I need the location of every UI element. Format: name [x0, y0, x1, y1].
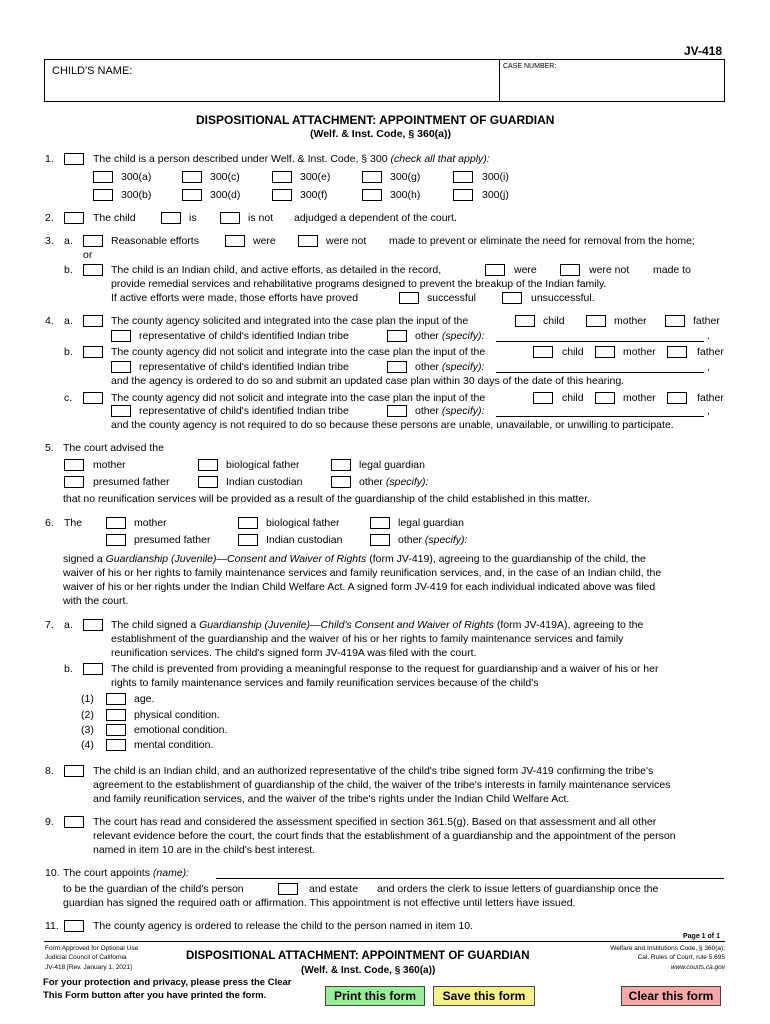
item9-line1: The court has read and considered the assessment specified in section 361.5(g). Based on that assessment and all other [93, 816, 657, 828]
item4a-rep-checkbox[interactable] [111, 330, 131, 342]
item3-or: or [83, 249, 93, 261]
item2-is-checkbox[interactable] [161, 212, 181, 224]
item1-300b-checkbox[interactable] [93, 189, 113, 201]
item4b-mother-checkbox[interactable] [595, 346, 615, 358]
item11-checkbox[interactable] [64, 920, 84, 932]
item2-the-child: The child [93, 212, 136, 224]
form-id: JV-418 [684, 44, 723, 58]
item4a-letter: a. [64, 315, 73, 327]
item4b-other-field[interactable] [496, 372, 704, 373]
item4c-letter: c. [64, 392, 73, 404]
item4b-rep-label: representative of child's identified Indian tribe [139, 361, 349, 373]
item4a-other-field[interactable] [496, 341, 704, 342]
item4c-comma: , [707, 405, 710, 417]
item5-mother-label: mother [93, 459, 126, 471]
item4c-father-label: father [697, 392, 724, 404]
item9-checkbox[interactable] [64, 816, 84, 828]
item1-300f-label: 300(f) [300, 189, 328, 201]
item4a-rep-label: representative of child's identified Indian tribe [139, 330, 349, 342]
privacy-note-line2: This Form button after you have printed the form. [43, 990, 267, 1001]
item3b-line3: If active efforts were made, those efforts have proved [111, 292, 359, 304]
item1-300c-label: 300(c) [210, 171, 240, 183]
item6-para-line2: waiver of his or her rights to family maintenance services and family reunification services, and, in the case of an Indian child, the [63, 567, 662, 579]
item1-300a-checkbox[interactable] [93, 171, 113, 183]
item1-checkbox[interactable] [64, 153, 84, 165]
item7b-emotional-label: emotional condition. [134, 724, 228, 736]
item4b-checkbox[interactable] [83, 346, 103, 358]
item3b-successful-label: successful [427, 292, 477, 304]
item5-bio-father-checkbox[interactable] [198, 459, 218, 471]
item4c-child-checkbox[interactable] [533, 392, 553, 404]
item5-presumed-father-label: presumed father [93, 476, 170, 488]
item4c-child-label: child [562, 392, 584, 404]
item8-number: 8. [45, 765, 54, 777]
item7a-line3: reunification services. The child's signed form JV-419A was filed with the court. [111, 647, 477, 659]
item3b-were-not-label: were not [589, 264, 630, 276]
item7a-line1: The child signed a Guardianship (Juvenile)—Child's Consent and Waiver of Rights (form JV-419A), agreeing to the [111, 619, 644, 631]
footer-right-line1: Welfare and Institutions Code, § 360(a); [610, 945, 725, 952]
item1-300j-label: 300(j) [482, 189, 509, 201]
item4c-mother-checkbox[interactable] [595, 392, 615, 404]
item3a-letter: a. [64, 235, 73, 247]
item4b-other-label: other (specify): [415, 361, 485, 373]
footer-left-line3: JV-418 [Rev. January 1, 2021] [45, 964, 132, 971]
item4a-other-checkbox[interactable] [387, 330, 407, 342]
item3b-made-to: made to [653, 264, 691, 276]
item3b-letter: b. [64, 264, 73, 276]
item6-other-checkbox[interactable] [370, 534, 390, 546]
item7b-mental-label: mental condition. [134, 739, 214, 751]
item3a-were-not-checkbox[interactable] [298, 235, 318, 247]
item6-indian-custodian-label: Indian custodian [266, 534, 343, 546]
item5-indian-custodian-label: Indian custodian [226, 476, 303, 488]
item4c-mother-label: mother [623, 392, 656, 404]
item2-number: 2. [45, 212, 54, 224]
item3a-were-checkbox[interactable] [225, 235, 245, 247]
item1-300d-checkbox[interactable] [182, 189, 202, 201]
item4a-checkbox[interactable] [83, 315, 103, 327]
item2-is-label: is [189, 212, 197, 224]
item10-name-field[interactable] [216, 878, 724, 879]
item7b-mental-checkbox[interactable] [106, 739, 126, 751]
footer-subtitle: (Welf. & Inst. Code, § 360(a)) [301, 965, 436, 976]
item5-mother-checkbox[interactable] [64, 459, 84, 471]
header-box [44, 59, 725, 102]
item3-number: 3. [45, 235, 54, 247]
item1-text: The child is a person described under Welf. & Inst. Code, § 300 (check all that apply): [93, 153, 490, 165]
footer-title: DISPOSITIONAL ATTACHMENT: APPOINTMENT OF GUARDIAN [186, 950, 530, 962]
item4c-rep-label: representative of child's identified Indian tribe [139, 405, 349, 417]
item4b-father-checkbox[interactable] [667, 346, 687, 358]
item4b-letter: b. [64, 346, 73, 358]
item2-is-not-checkbox[interactable] [220, 212, 240, 224]
item4a-other-label: other (specify): [415, 330, 485, 342]
item1-300h-label: 300(h) [390, 189, 421, 201]
item4a-father-checkbox[interactable] [665, 315, 685, 327]
item4b-other-checkbox[interactable] [387, 361, 407, 373]
item5-other-label: other (specify): [359, 476, 429, 488]
item1-300e-checkbox[interactable] [272, 171, 292, 183]
item8-line3: and family reunification services, and the waiver of the tribe's rights under the Indian Child Welfare Act. [93, 793, 570, 805]
item6-bio-father-checkbox[interactable] [238, 517, 258, 529]
item5-presumed-father-checkbox[interactable] [64, 476, 84, 488]
item7b-reason4-number: (4) [81, 739, 94, 751]
item11-text: The county agency is ordered to release the child to the person named in item 10. [93, 920, 473, 932]
header-divider [499, 59, 500, 102]
item5-last: that no reunification services will be provided as a result of the guardianship of the child established in this matter. [63, 493, 591, 505]
childs-name-label: CHILD'S NAME: [52, 65, 133, 77]
item4c-other-checkbox[interactable] [387, 405, 407, 417]
item7b-emotional-checkbox[interactable] [106, 724, 126, 736]
item4b-mother-label: mother [623, 346, 656, 358]
item4a-father-label: father [693, 315, 720, 327]
item8-line1: The child is an Indian child, and an authorized representative of the child's tribe signed form JV-419 confirming the tribe's [93, 765, 654, 777]
item4a-mother-label: mother [614, 315, 647, 327]
item7b-letter: b. [64, 663, 73, 675]
item9-line3: named in item 10 are in the child's best interest. [93, 844, 316, 856]
item4c-last: and the county agency is not required to do so because these persons are unable, unavailable, or unwilling to participate. [111, 419, 674, 431]
item9-line2: relevant evidence before the court, the court finds that the establishment of a guardianship and the appointment of the person [93, 830, 676, 842]
item5-number: 5. [45, 442, 54, 454]
item1-300h-checkbox[interactable] [362, 189, 382, 201]
item8-line2: agreement to the establishment of guardianship of the child, the waiver of the tribe's interests in family maintenance services [93, 779, 671, 791]
item7a-line2: establishment of the guardianship and the waiver of his or her rights to family maintenance services and family [111, 633, 624, 645]
item4c-other-field[interactable] [496, 416, 704, 417]
item6-para-line3: waiver of his or her rights under the Indian Child Welfare Act. A signed form JV-419 for each individual indicated above was filed [63, 581, 656, 593]
item10-estate-label: and estate [309, 883, 359, 895]
item3b-line2: provide remedial services and rehabilitative programs designed to prevent the breakup of the Indian family. [111, 278, 607, 290]
item7b-reason3-number: (3) [81, 724, 94, 736]
item7b-checkbox[interactable] [83, 663, 103, 675]
item7a-letter: a. [64, 619, 73, 631]
item3a-were-not-label: were not [326, 235, 367, 247]
item6-para-line4: with the court. [63, 595, 129, 607]
item7b-physical-checkbox[interactable] [106, 709, 126, 721]
item10-line2a: to be the guardian of the child's person [63, 883, 244, 895]
item4b-last: and the agency is ordered to do so and submit an updated case plan within 30 days of the date of this hearing. [111, 375, 625, 387]
item5-legal-guardian-label: legal guardian [359, 459, 425, 471]
item10-line2c: and orders the clerk to issue letters of guardianship once the [377, 883, 659, 895]
item10-number: 10. [45, 867, 60, 879]
item3b-text: The child is an Indian child, and active efforts, as detailed in the record, [111, 264, 442, 276]
item5-bio-father-label: biological father [226, 459, 300, 471]
item3b-were-not-checkbox[interactable] [560, 264, 580, 276]
item6-presumed-father-checkbox[interactable] [106, 534, 126, 546]
item5-intro: The court advised the [63, 442, 164, 454]
item2-rest: adjudged a dependent of the court. [294, 212, 457, 224]
item3b-successful-checkbox[interactable] [399, 292, 419, 304]
item7b-physical-label: physical condition. [134, 709, 220, 721]
item4-number: 4. [45, 315, 54, 327]
item4c-text: The county agency did not solicit and integrate into the case plan the input of the [111, 392, 486, 404]
item4a-text: The county agency solicited and integrated into the case plan the input of the [111, 315, 469, 327]
item3b-were-checkbox[interactable] [485, 264, 505, 276]
form-subtitle: (Welf. & Inst. Code, § 360(a)) [310, 128, 451, 140]
item1-300j-checkbox[interactable] [453, 189, 473, 201]
item6-para-line1: signed a Guardianship (Juvenile)—Consent and Waiver of Rights (form JV-419), agreeing to the guardianship of the child, the [63, 553, 646, 565]
item9-number: 9. [45, 816, 54, 828]
item6-presumed-father-label: presumed father [134, 534, 211, 546]
footer-right-line2: Cal. Rules of Court, rule 5.695 [637, 954, 725, 961]
case-number-label: CASE NUMBER: [503, 63, 557, 70]
item4c-checkbox[interactable] [83, 392, 103, 404]
item2-is-not-label: is not [248, 212, 274, 224]
item4a-child-label: child [543, 315, 565, 327]
print-form-button[interactable]: Print this form [325, 986, 425, 1006]
item4c-rep-checkbox[interactable] [111, 405, 131, 417]
item6-the: The [64, 517, 83, 529]
item1-300g-label: 300(g) [390, 171, 421, 183]
clear-form-button[interactable]: Clear this form [621, 986, 721, 1006]
item1-300e-label: 300(e) [300, 171, 331, 183]
form-title: DISPOSITIONAL ATTACHMENT: APPOINTMENT OF GUARDIAN [196, 113, 555, 127]
privacy-note-line1: For your protection and privacy, please press the Clear [43, 977, 292, 988]
item10-line1: The court appoints (name): [63, 867, 190, 879]
item1-300c-checkbox[interactable] [182, 171, 202, 183]
item3a-checkbox[interactable] [83, 235, 103, 247]
item4a-period: . [707, 330, 710, 342]
item2-checkbox[interactable] [64, 212, 84, 224]
item6-mother-checkbox[interactable] [106, 517, 126, 529]
item3a-were-label: were [253, 235, 276, 247]
item6-mother-label: mother [134, 517, 167, 529]
item10-line3: guardian has signed the required oath or affirmation. This appointment is not effective until letters have issued. [63, 897, 576, 909]
item4b-rep-checkbox[interactable] [111, 361, 131, 373]
item4b-text: The county agency did not solicit and integrate into the case plan the input of the [111, 346, 486, 358]
item7b-reason1-number: (1) [81, 693, 94, 705]
item8-checkbox[interactable] [64, 765, 84, 777]
item7b-reason2-number: (2) [81, 709, 94, 721]
item1-number: 1. [45, 153, 54, 165]
item6-bio-father-label: biological father [266, 517, 340, 529]
item1-300b-label: 300(b) [121, 189, 152, 201]
item4b-comma: , [707, 361, 710, 373]
footer-url: www.courts.ca.gov [670, 964, 725, 971]
item4c-other-label: other (specify): [415, 405, 485, 417]
item4c-father-checkbox[interactable] [667, 392, 687, 404]
item11-number: 11. [45, 920, 59, 932]
item4b-child-label: child [562, 346, 584, 358]
item3b-unsuccessful-label: unsuccessful. [531, 292, 595, 304]
item1-300d-label: 300(d) [210, 189, 241, 201]
item6-legal-guardian-checkbox[interactable] [370, 517, 390, 529]
item7b-line1: The child is prevented from providing a meaningful response to the request for guardianship and a waiver of his or her [111, 663, 659, 675]
item4b-child-checkbox[interactable] [533, 346, 553, 358]
item7b-line2: rights to family maintenance services and family reunification services because of the child's [111, 677, 539, 689]
item7b-age-checkbox[interactable] [106, 693, 126, 705]
item4b-father-label: father [697, 346, 724, 358]
item3a-rest: made to prevent or eliminate the need for removal from the home; [389, 235, 695, 247]
item5-legal-guardian-checkbox[interactable] [331, 459, 351, 471]
item3b-were-label: were [514, 264, 537, 276]
page-number: Page 1 of 1 [683, 933, 720, 940]
item6-number: 6. [45, 517, 54, 529]
item4a-mother-checkbox[interactable] [586, 315, 606, 327]
item5-other-checkbox[interactable] [331, 476, 351, 488]
item1-300i-label: 300(i) [482, 171, 509, 183]
item6-legal-guardian-label: legal guardian [398, 517, 464, 529]
item7a-checkbox[interactable] [83, 619, 103, 631]
item1-300g-checkbox[interactable] [362, 171, 382, 183]
item4a-child-checkbox[interactable] [515, 315, 535, 327]
item7-number: 7. [45, 619, 54, 631]
item10-estate-checkbox[interactable] [278, 883, 298, 895]
item5-indian-custodian-checkbox[interactable] [198, 476, 218, 488]
item3b-checkbox[interactable] [83, 264, 103, 276]
item7b-age-label: age. [134, 693, 155, 705]
item6-indian-custodian-checkbox[interactable] [238, 534, 258, 546]
item1-300i-checkbox[interactable] [453, 171, 473, 183]
footer-left-line2: Judicial Council of California [45, 954, 127, 961]
item6-other-label: other (specify): [398, 534, 468, 546]
item1-300a-label: 300(a) [121, 171, 152, 183]
save-form-button[interactable]: Save this form [433, 986, 535, 1006]
footer-rule [44, 941, 725, 942]
item3b-unsuccessful-checkbox[interactable] [502, 292, 522, 304]
item1-300f-checkbox[interactable] [272, 189, 292, 201]
footer-left-line1: Form Approved for Optional Use [45, 945, 139, 952]
item3a-label: Reasonable efforts [111, 235, 199, 247]
